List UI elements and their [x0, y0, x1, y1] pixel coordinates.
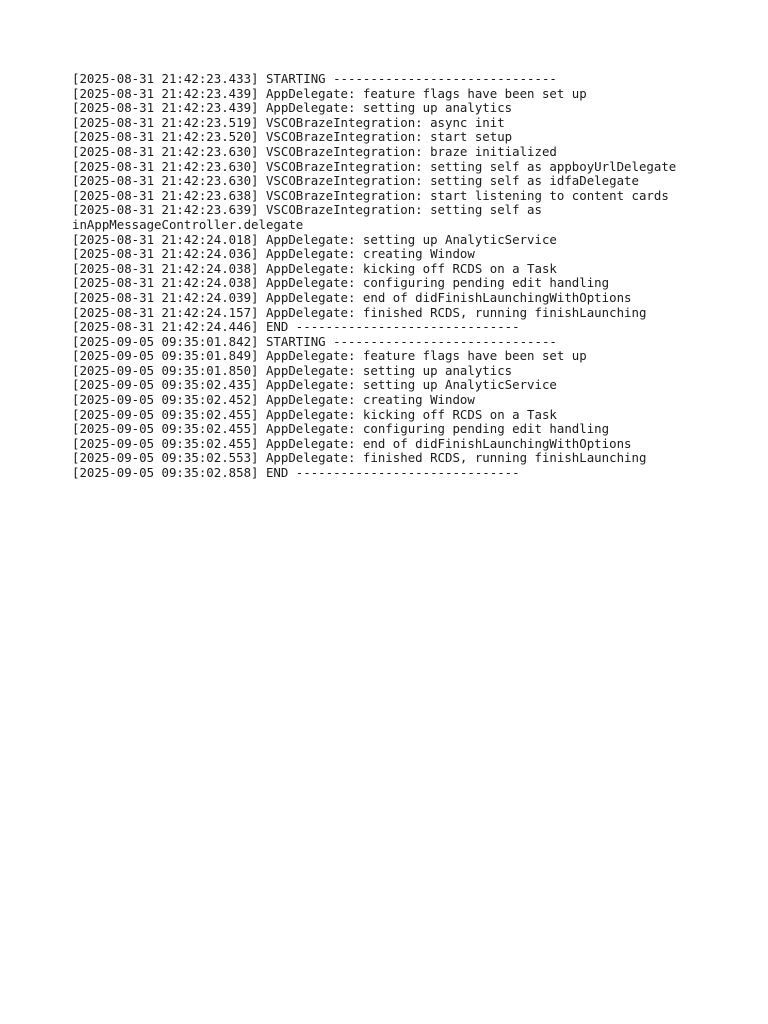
log-line: [2025-08-31 21:42:24.039] AppDelegate: end of didFinishLaunchingWithOptions: [72, 289, 632, 305]
log-line: [2025-08-31 21:42:23.433] STARTING ------------------------------: [72, 71, 557, 86]
log-line: [2025-08-31 21:42:24.157] AppDelegate: finished RCDS, running finishLaunching: [72, 304, 647, 320]
log-line: [2025-09-05 09:35:02.455] AppDelegate: kicking off RCDS on a Task: [72, 406, 557, 422]
log-line: [2025-08-31 21:42:24.038] AppDelegate: kicking off RCDS on a Task: [72, 260, 557, 276]
log-line: [2025-08-31 21:42:23.520] VSCOBrazeIntegration: start setup: [72, 129, 513, 145]
log-line: [2025-09-05 09:35:01.850] AppDelegate: setting up analytics: [72, 362, 513, 378]
log-line: [2025-09-05 09:35:02.455] AppDelegate: end of didFinishLaunchingWithOptions: [72, 435, 632, 451]
log-line: [2025-08-31 21:42:23.630] VSCOBrazeIntegration: braze initialized: [72, 143, 557, 159]
log-document: [72, 72, 696, 481]
log-line: [2025-09-05 09:35:02.553] AppDelegate: finished RCDS, running finishLaunching: [72, 450, 647, 466]
log-line: [2025-08-31 21:42:23.439] AppDelegate: feature flags have been set up: [72, 85, 587, 101]
log-line: [2025-08-31 21:42:23.630] VSCOBrazeIntegration: setting self as appboyUrlDelegate: [72, 158, 677, 174]
log-line: [2025-09-05 09:35:02.452] AppDelegate: creating Window: [72, 392, 475, 408]
log-line: [2025-08-31 21:42:24.446] END ------------------------------: [72, 319, 520, 335]
log-line: [2025-08-31 21:42:24.036] AppDelegate: creating Window: [72, 246, 475, 262]
log-line: [2025-09-05 09:35:02.435] AppDelegate: setting up AnalyticService: [72, 377, 557, 393]
log-line: [2025-08-31 21:42:23.638] VSCOBrazeIntegration: start listening to content cards: [72, 187, 669, 203]
log-line: [2025-08-31 21:42:23.519] VSCOBrazeIntegration: async init: [72, 114, 505, 130]
log-line: [2025-08-31 21:42:23.630] VSCOBrazeIntegration: setting self as idfaDelegate: [72, 173, 639, 189]
log-line: [2025-09-05 09:35:01.849] AppDelegate: feature flags have been set up: [72, 348, 587, 364]
log-line: [2025-09-05 09:35:02.455] AppDelegate: configuring pending edit handling: [72, 421, 610, 437]
log-line: [2025-08-31 21:42:23.639] VSCOBrazeIntegration: setting self as inAppMessageController.delegate: [72, 202, 542, 232]
log-line: [2025-09-05 09:35:02.858] END ------------------------------: [72, 465, 520, 481]
log-line: [2025-08-31 21:42:24.038] AppDelegate: configuring pending edit handling: [72, 275, 610, 291]
log-line: [2025-08-31 21:42:24.018] AppDelegate: setting up AnalyticService: [72, 231, 557, 247]
log-line: [2025-08-31 21:42:23.439] AppDelegate: setting up analytics: [72, 100, 513, 116]
log-line: [2025-09-05 09:35:01.842] STARTING ------------------------------: [72, 333, 557, 349]
